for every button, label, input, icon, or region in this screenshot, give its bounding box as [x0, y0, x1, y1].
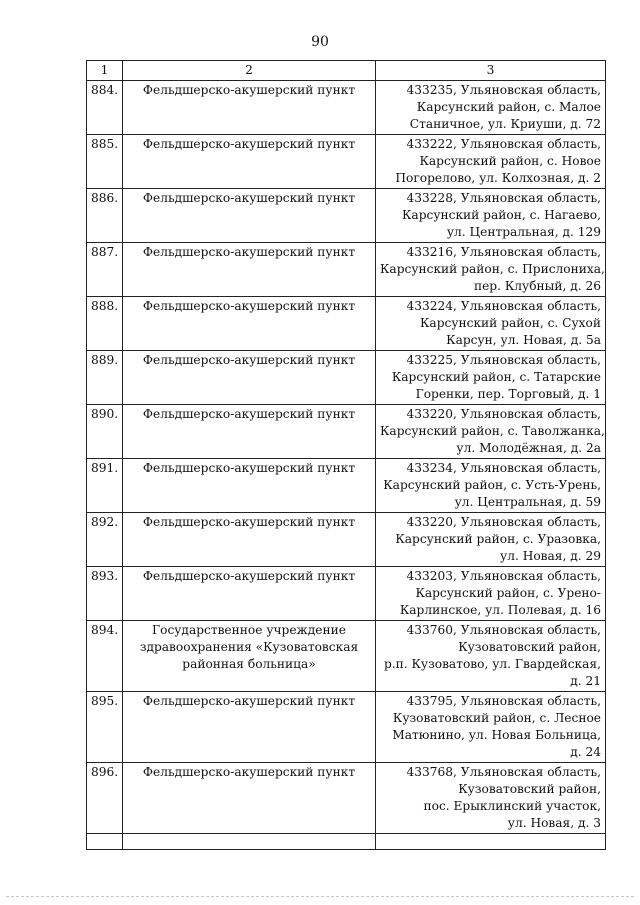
facility-name-line: Фельдшерско-акушерский пункт	[142, 299, 356, 313]
facility-name	[123, 513, 376, 567]
table-row	[87, 567, 606, 621]
facility-name	[123, 135, 376, 189]
address-line: Карсунский район, с. Сухой	[420, 316, 601, 330]
address-line: Карлинское, ул. Полевая, д. 16	[399, 603, 601, 617]
address-line: р.п. Кузоватово, ул. Гвардейская,	[383, 657, 601, 671]
facility-name-line: Фельдшерско-акушерский пункт	[142, 353, 356, 367]
facility-address	[376, 189, 606, 243]
scan-artifact-line	[6, 896, 634, 897]
facility-name	[123, 621, 376, 692]
table-body	[87, 81, 606, 834]
facility-name-line: Фельдшерско-акушерский пункт	[142, 245, 356, 259]
address-line: ул. Новая, д. 29	[500, 549, 601, 563]
address-line: 433222, Ульяновская область,	[406, 137, 601, 151]
table-row	[87, 459, 606, 513]
address-line: 433235, Ульяновская область,	[406, 83, 601, 97]
table-row	[87, 297, 606, 351]
address-line: 433225, Ульяновская область,	[406, 353, 601, 367]
address-line: 433220, Ульяновская область,	[406, 407, 601, 421]
facility-name-line: Фельдшерско-акушерский пункт	[142, 461, 356, 475]
table-row	[87, 189, 606, 243]
address-line: ул. Центральная, д. 129	[446, 225, 601, 239]
empty-cell	[87, 834, 123, 850]
facility-address	[376, 567, 606, 621]
facility-name-line: Фельдшерско-акушерский пункт	[142, 569, 356, 583]
column-header-name: 2	[123, 61, 376, 81]
facility-name-line: Фельдшерско-акушерский пункт	[142, 137, 356, 151]
address-line: Матюнино, ул. Новая Больница,	[392, 728, 601, 742]
facility-name	[123, 763, 376, 834]
address-line: д. 24	[570, 745, 601, 759]
address-line: 433220, Ульяновская область,	[406, 515, 601, 529]
address-line: Карсунский район, с. Нагаево,	[402, 208, 601, 222]
row-number: 885.	[87, 135, 123, 189]
address-line: 433768, Ульяновская область,	[406, 765, 601, 779]
address-line: 433224, Ульяновская область,	[406, 299, 601, 313]
facility-address	[376, 243, 606, 297]
facility-name	[123, 297, 376, 351]
address-line: пер. Клубный, д. 26	[473, 279, 601, 293]
facility-address	[376, 81, 606, 135]
table-header-row	[87, 61, 606, 81]
facility-name	[123, 189, 376, 243]
row-number: 889.	[87, 351, 123, 405]
facility-name-line: Фельдшерско-акушерский пункт	[142, 765, 356, 779]
facility-name	[123, 351, 376, 405]
address-line: Карсунский район, с. Малое	[416, 100, 601, 114]
facility-address	[376, 763, 606, 834]
address-line: 433760, Ульяновская область,	[406, 623, 601, 637]
row-number: 886.	[87, 189, 123, 243]
facility-name	[123, 405, 376, 459]
table-empty-row	[87, 834, 606, 850]
address-line: Карсунский район, с. Прислониха,	[380, 262, 605, 276]
address-line: Горенки, пер. Торговый, д. 1	[415, 387, 601, 401]
facility-address	[376, 459, 606, 513]
facility-name-line: здравоохранения «Кузоватовская	[139, 640, 359, 654]
address-line: Карсун, ул. Новая, д. 5а	[446, 333, 601, 347]
address-line: Карсунский район, с. Урено-	[415, 586, 601, 600]
facility-name-line: Фельдшерско-акушерский пункт	[142, 694, 356, 708]
address-line: ул. Новая, д. 3	[507, 816, 601, 830]
table-row	[87, 692, 606, 763]
facility-name-line: районная больница»	[182, 657, 316, 671]
facility-name-line: Государственное учреждение	[152, 623, 346, 637]
row-number: 896.	[87, 763, 123, 834]
table-row	[87, 135, 606, 189]
row-number: 888.	[87, 297, 123, 351]
address-line: д. 21	[570, 674, 601, 688]
empty-cell	[376, 834, 606, 850]
address-line: Погорелово, ул. Колхозная, д. 2	[395, 171, 601, 185]
address-line: Станичное, ул. Криуши, д. 72	[409, 117, 601, 131]
row-number: 895.	[87, 692, 123, 763]
facility-address	[376, 692, 606, 763]
facility-address	[376, 135, 606, 189]
address-line: Кузоватовский район,	[458, 640, 601, 654]
address-line: Карсунский район, с. Новое	[419, 154, 601, 168]
address-line: ул. Центральная, д. 59	[454, 495, 601, 509]
address-line: 433795, Ульяновская область,	[406, 694, 601, 708]
empty-cell	[123, 834, 376, 850]
address-line: Кузоватовский район, с. Лесное	[392, 711, 601, 725]
row-number: 884.	[87, 81, 123, 135]
table-row	[87, 405, 606, 459]
facility-name	[123, 567, 376, 621]
column-header-number: 1	[87, 61, 123, 81]
table-row	[87, 351, 606, 405]
table-row	[87, 243, 606, 297]
address-line: Карсунский район, с. Татарские	[391, 370, 601, 384]
facility-address	[376, 513, 606, 567]
facility-name-line: Фельдшерско-акушерский пункт	[142, 191, 356, 205]
row-number: 892.	[87, 513, 123, 567]
facility-address	[376, 621, 606, 692]
address-line: ул. Молодёжная, д. 2а	[456, 441, 601, 455]
address-line: 433216, Ульяновская область,	[406, 245, 601, 259]
facility-address	[376, 297, 606, 351]
column-header-address: 3	[376, 61, 606, 81]
row-number: 891.	[87, 459, 123, 513]
facility-name	[123, 459, 376, 513]
page-number: 90	[311, 34, 329, 50]
address-line: 433228, Ульяновская область,	[406, 191, 601, 205]
facility-name-line: Фельдшерско-акушерский пункт	[142, 83, 356, 97]
row-number: 894.	[87, 621, 123, 692]
facility-name	[123, 692, 376, 763]
address-line: Карсунский район, с. Таволжанка,	[380, 424, 605, 438]
facility-address	[376, 351, 606, 405]
address-line: Кузоватовский район,	[458, 782, 601, 796]
facility-name	[123, 243, 376, 297]
address-line: 433234, Ульяновская область,	[406, 461, 601, 475]
address-line: Карсунский район, с. Уразовка,	[395, 532, 601, 546]
facilities-table	[86, 60, 606, 850]
address-line: Карсунский район, с. Усть-Урень,	[383, 478, 601, 492]
row-number: 887.	[87, 243, 123, 297]
row-number: 890.	[87, 405, 123, 459]
table-row	[87, 621, 606, 692]
facility-name-line: Фельдшерско-акушерский пункт	[142, 515, 356, 529]
table-row	[87, 81, 606, 135]
row-number: 893.	[87, 567, 123, 621]
table-row	[87, 513, 606, 567]
address-line: 433203, Ульяновская область,	[406, 569, 601, 583]
table-row	[87, 763, 606, 834]
facility-name-line: Фельдшерско-акушерский пункт	[142, 407, 356, 421]
facility-name	[123, 81, 376, 135]
address-line: пос. Ерыклинский участок,	[423, 799, 601, 813]
facility-address	[376, 405, 606, 459]
